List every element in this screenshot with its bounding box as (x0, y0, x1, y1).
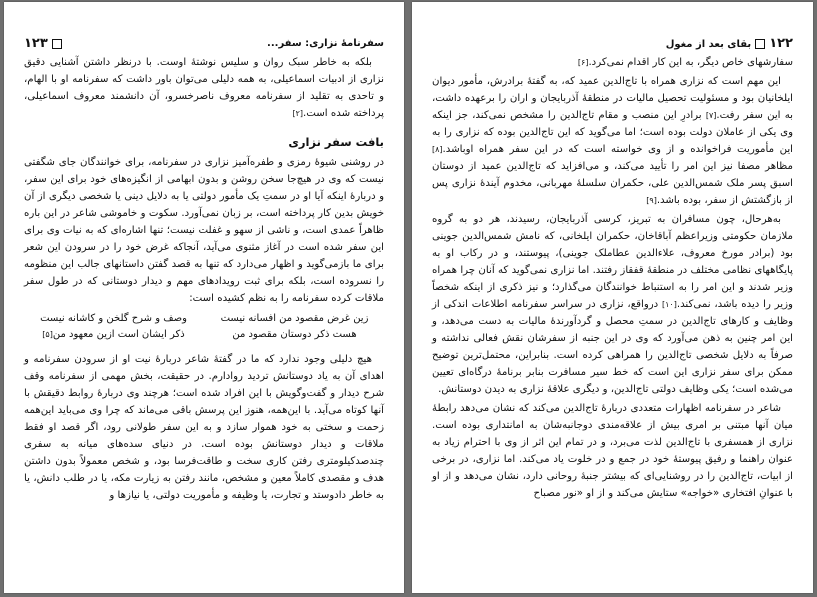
right-page-body (432, 54, 793, 504)
running-title: بقای بعد از مغول (665, 39, 752, 50)
page-number-block (24, 36, 66, 51)
paragraph: سفارشهای خاص دیگر، به این کار اقدام نمی‌کرد.[۶] (577, 57, 793, 68)
paragraph (24, 54, 384, 122)
page-number: ۱۲۲ (769, 36, 793, 51)
verse-hemistich: وصف و شرح گلخن و کاشانه نیست (40, 313, 187, 324)
paragraph: شاعر در سفرنامه اظهارات متعددی دربارهٔ تاج‌الدین می‌کند که نشان می‌دهد رابطهٔ میان آنها مبتنی بر امری بیش از علاقه‌مندی دوجانبه‌شان به امانتداری بوده است. نزاری از همسفری با تاج‌الدین لذت می‌برد، و در تمام این اثر از وی با احترام زیاد به عنوان راهنما و رفیق پیوستهٔ خود در جمع و در خلوت یاد می‌کند. اما نزاری، در برخی از ابیات، تاج‌الدین را در روشنایی‌ای که بیشتر جنبهٔ روحانی دارد، نشان می‌دهد و از او با عنوانِ افتخاری «خواجه» ستایش می‌کند و از او «نور مصباح (432, 403, 793, 499)
page-number-block (666, 36, 793, 51)
footnote-ref: [۵] (42, 330, 53, 339)
verse-hemistich: زین غرض مقصود من افسانه نیست (220, 313, 369, 324)
verse-hemistich: هست ذکر دوستان مقصود من (232, 329, 357, 340)
footnote-ref: [۷] (705, 111, 717, 120)
page-marker-box (755, 39, 765, 49)
right-page (412, 2, 813, 593)
paragraph: در روشنی شیوهٔ رمزی و طفره‌آمیز نزاری در سفرنامه، برای خوانندگان جای شگفتی نیست که وی در هیچ‌جا سخن روشن و بدون ابهامی از انگیزه‌های خود برای این سفر، و دربارهٔ اینکه آیا او در سمتِ یک مأمور دولتی یا به دلایل دینی یا شخصی دیگری از آن خویش بدین کار پرداخته است، بر زبان نمی‌آورد. سکوت و خاموشی شاعر در این باره ظاهراً عمدی است، و ناشی از سهو و غفلت نیست؛ تنها اشاره‌ای که به نیات وی برای این سفر شده است در آغاز مثنوی می‌آید، آنجاکه غرض خود را در سرودن این شعر برای ما بازمی‌گوید و اظهار می‌دارد که تنها به قصد گفتن داستانهای جالب این منظومه را نسروده است، بلکه برای ثبت رویدادهای مهم و دیدار دوستانی که در طول سفر ملاقات کرده سفرنامه را به نظم کشیده است: (24, 157, 384, 304)
paragraph: هیچ دلیلی وجود ندارد که ما در گفتهٔ شاعر دربارهٔ نیت او از سرودن سفرنامه و اهدای آن به یاد دوستانش تردید روادارم. در حقیقت، بخش مهمی از سفرنامه وقف شرح دیدار و گفت‌وگویش با این افراد شده است؛ هرچند وی دربارهٔ روابط دقیقش با آنها کوتاه می‌آید. با این‌همه، هنوز این پرسش باقی می‌ماند که چرا وی می‌باید این‌همه زحمت و سختی به خود هموار سازد و به این سفر طولانی رود، اگر قصد او فقط ملاقات و دیدار دوستانش بوده است. در دنیای سده‌های میانه به سفری چندصدکیلومتری رفتن کاری سخت و طاقت‌فرسا بود، و شخص معمولاً بدون داشتن هدف و مقصدی کاملاً معین و مشخص، مانند رفتن به زیارت مکه، یا در طلب دانش، یا به خاطر دادوستد و تجارت، یا وظیفه و مأموریت دولتی، یا نیازها و (24, 354, 384, 501)
footnote-ref: [۹] (646, 196, 657, 205)
paragraph: این مهم است که نزاری همراه با تاج‌الدین عمید که، به گفتهٔ برادرش، مأمور دیوان ایلخانیان بود و مسئولیت تحصیل مالیات در منطقهٔ آذربایجان و اران را برعهده داشت، به این سفر رفت.[۷] برادرِ این منصب و مقام تاج‌الدین را مشخص نمی‌کند، جز اینکه وی یکی از عاملان دولت بوده است؛ اما می‌گوید که این تاج‌الدین بوده که نزاری را به این مأموریت فراخوانده و از وی خواسته است که در این سفر همراه اوباشد.[۸] مظاهر مصفا نیز این امر را تأیید می‌کند، و می‌افزاید که تاج‌الدین عمید از دوستان اسبق پسر ملک شمس‌الدین علی، حکمران سلسلهٔ مهربانی، مخدوم آیندهٔ نزاری پس از بازگشتش از سفر، بوده باشد.[۹] (432, 76, 793, 206)
footnote-ref: [۶] (577, 58, 589, 67)
left-page-header (24, 36, 384, 51)
page-number: ۱۲۳ (24, 36, 48, 51)
left-page (4, 2, 404, 593)
verse-text: ذکر ایشان است ازین معهود من (52, 329, 185, 340)
footnote-ref: [۱۰] (662, 300, 677, 309)
section-heading: بافت سفر نزاری (288, 135, 384, 149)
footnote-ref: [۲] (292, 109, 304, 118)
verse-hemistich-with-ref (30, 327, 197, 343)
right-page-header (432, 36, 793, 51)
verse-block (30, 311, 378, 343)
left-page-body (24, 54, 384, 506)
paragraph-text: بلکه به خاطر سبک روان و سلیس نوشتهٔ اوست. با درنظر داشتن آشنایی دقیق نزاری از ادبیات اسماعیلی، به همه دلیلی می‌توان باور داشت که سفرنامه او با الهام، و تاحدی به تقلید از سفرنامه معروف ناصرخسرو، آن دانشمند معروف اسماعیلی، پرداخته شده است. (24, 57, 384, 119)
page-marker-box (52, 39, 62, 49)
paragraph: به‌هرحال، چون مسافران به تبریز، کرسی آذربایجان، رسیدند، هر دو به گروه ملازمان حکومتی وزیراعظم آباقاخان، حکمران ایلخانی، که نامش شمس‌الدین جوینی بود (برادر مورخ معروف، علاءالدین عطاملک جوینی)، پیوستند، و در رکاب او به پایگاههای نظامی مختلف در منطقهٔ قفقاز رفتند. اما نزاری نمی‌گوید که آنان چرا همراه وزیر شدند و این امر را به استنباط خوانندگان می‌گذارد؛ و نیز ذکری از اینکه شخصاً وزیر را دیده باشد، نمی‌کند.[۱۰] درواقع، نزاری در سراسر سفرنامه اطلاعات اندکی از وظایف و کارهای تاج‌الدین در سمتِ محصل و گردآورندهٔ مالیات به دست می‌دهد، و این امر چنین به ذهن می‌آورد که وی در این جنبه از سفرشان نقش فعالی نداشته و صرفاً به دلایل شخصی تاج‌الدین را همراهی کرده است. بنابراین، محتمل‌ترین توضیح ممکن برای سفر نزاری این است که خط سیر مسافرت بنابر برنامهٔ درگاه‌ای تعیین می‌شده است؛ یکی وظایف دولتی تاج‌الدین، و دیگری علاقهٔ نزاری به دیدن دوستانش. (432, 214, 793, 395)
running-title: سفرنامهٔ نزاری: سفر... (267, 38, 384, 49)
footnote-ref: [۸] (432, 145, 443, 154)
